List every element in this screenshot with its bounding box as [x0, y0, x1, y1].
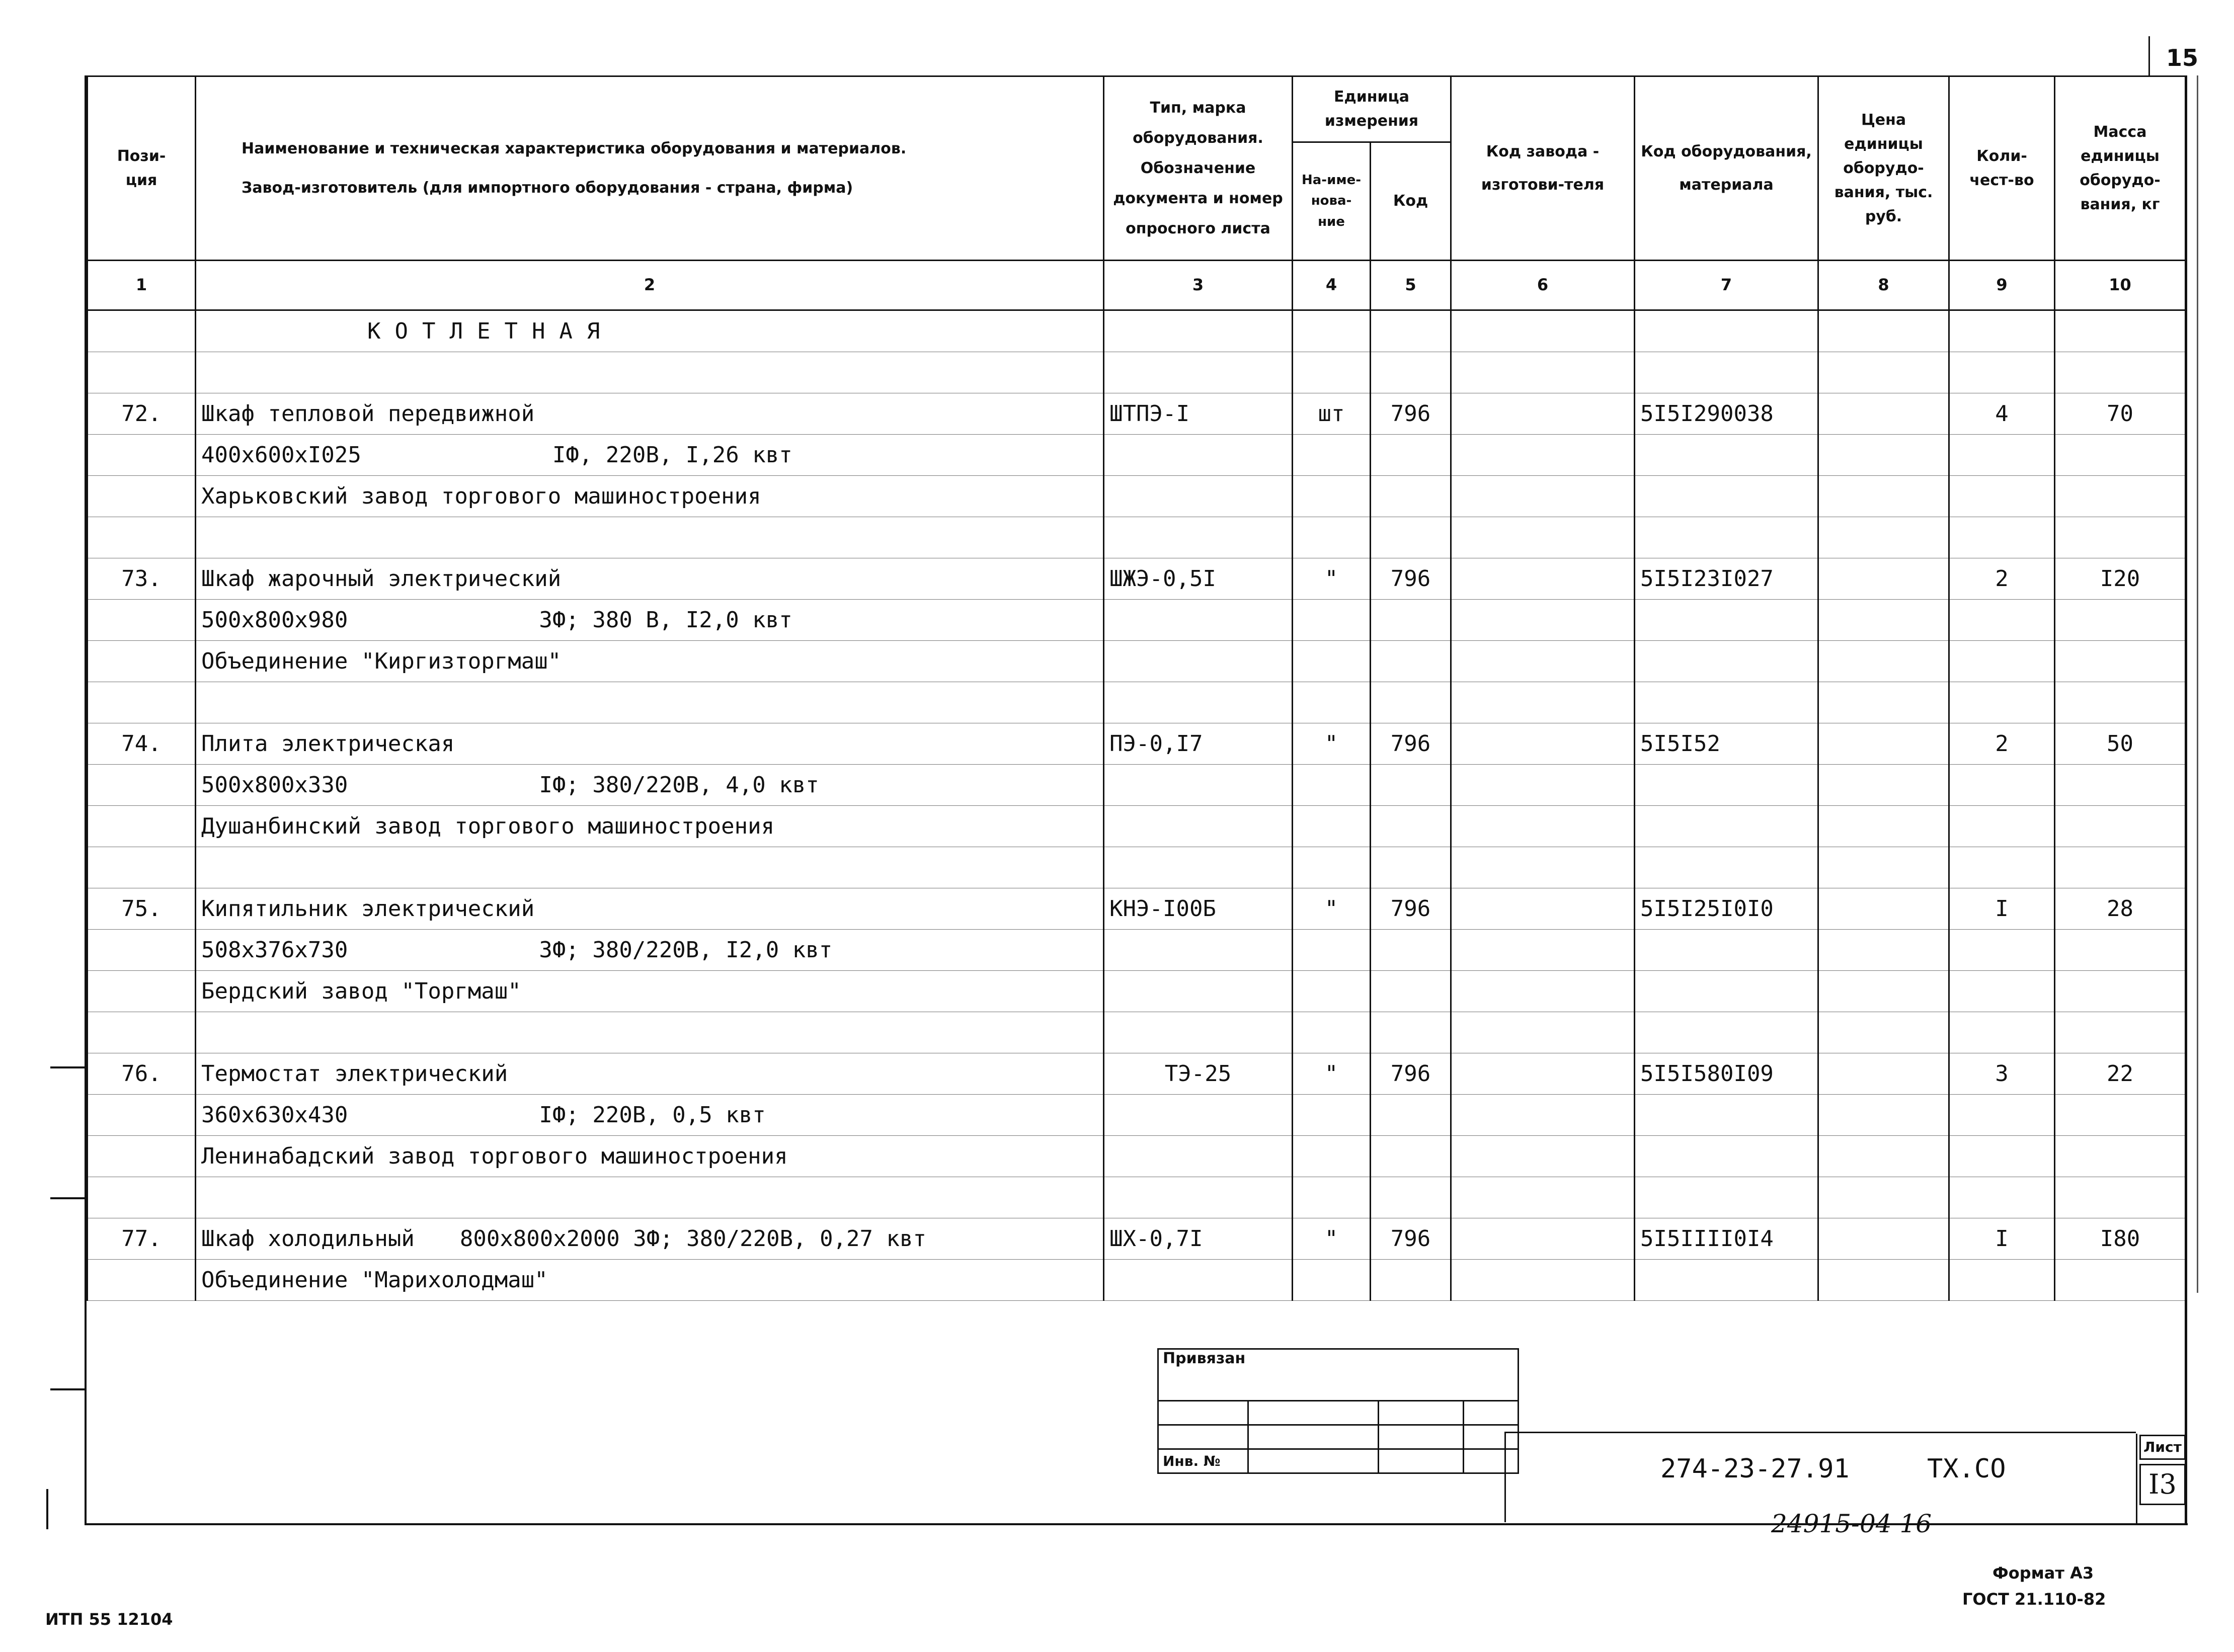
item-name: Шкаф холодильный — [201, 1226, 415, 1252]
table-row — [88, 641, 2186, 682]
item-unit-name: " — [1293, 1218, 1371, 1260]
item-unit-code: 796 — [1371, 558, 1451, 600]
item-position: 73. — [88, 558, 196, 600]
item-mass: I20 — [2055, 558, 2186, 600]
item-mass: 70 — [2055, 393, 2186, 435]
header-position: Пози- ция — [88, 76, 196, 261]
column-number: 7 — [1635, 261, 1818, 310]
item-name: Кипятильник электрический — [196, 888, 1104, 930]
stamp-attached-label: Привязан — [1158, 1349, 1519, 1401]
margin-vertical-mark — [46, 1489, 48, 1529]
item-quantity: 4 — [1949, 393, 2055, 435]
item-quantity: I — [1949, 1218, 2055, 1260]
spacer-row — [88, 352, 2186, 393]
page-number: 15 — [2166, 44, 2199, 71]
item-quantity: 2 — [1949, 558, 2055, 600]
item-quantity: 2 — [1949, 723, 2055, 765]
item-power: IФ, 220В, I,26 квт — [552, 442, 792, 468]
item-mass: 22 — [2055, 1053, 2186, 1095]
section-row — [88, 310, 2186, 352]
item-spec: 800х800х2000 3Ф; 380/220В, 0,27 квт — [459, 1226, 927, 1252]
column-number: 1 — [88, 261, 196, 310]
table-row — [88, 888, 2186, 930]
item-position: 76. — [88, 1053, 196, 1095]
document-suffix: ТХ.СО — [1927, 1454, 2006, 1484]
spacer-row — [88, 1012, 2186, 1053]
margin-tick — [50, 1066, 85, 1068]
item-manufacturer: Ленинабадский завод торгового машиностроения — [196, 1136, 1104, 1177]
column-number: 9 — [1949, 261, 2055, 310]
item-power: 3Ф; 380/220В, I2,0 квт — [539, 937, 833, 963]
page-number-divider — [2148, 36, 2150, 76]
header-unit-name: На-име-нова-ние — [1293, 142, 1371, 261]
table-row — [88, 1136, 2186, 1177]
header-unit-code: Код — [1371, 142, 1451, 261]
item-name: Плита электрическая — [196, 723, 1104, 765]
frame-left-border — [85, 75, 87, 1524]
spacer-row — [88, 682, 2186, 723]
item-dimensions: 508х376х730 — [201, 937, 348, 963]
header-quantity: Коли-чест-во — [1949, 76, 2055, 261]
header-unit-group: Единица измерения — [1293, 76, 1451, 142]
item-type: КНЭ-I00Б — [1104, 888, 1293, 930]
column-number: 8 — [1818, 261, 1949, 310]
item-unit-name: " — [1293, 558, 1371, 600]
spacer-row — [88, 1177, 2186, 1218]
item-type: ТЭ-25 — [1104, 1053, 1293, 1095]
table-row — [88, 1053, 2186, 1095]
header-name — [196, 76, 1104, 261]
table-row — [88, 476, 2186, 517]
column-number: 5 — [1371, 261, 1451, 310]
item-position: 74. — [88, 723, 196, 765]
item-type: ПЭ-0,I7 — [1104, 723, 1293, 765]
title-block-top — [1504, 1432, 2136, 1433]
item-unit-name: " — [1293, 723, 1371, 765]
header-plant-code: Код завода - изготови-теля — [1451, 76, 1635, 261]
table-row — [88, 558, 2186, 600]
handwritten-number: 24915-04 16 — [1771, 1509, 1932, 1538]
column-number: 6 — [1451, 261, 1635, 310]
itp-label: ИТП 55 12104 — [45, 1610, 173, 1629]
item-equipment-code: 5I5IIII0I4 — [1635, 1218, 1818, 1260]
item-name: Термостат электрический — [196, 1053, 1104, 1095]
item-manufacturer: Душанбинский завод торгового машиностроения — [196, 806, 1104, 847]
item-name: Шкаф жарочный электрический — [196, 558, 1104, 600]
item-quantity: I — [1949, 888, 2055, 930]
table-row — [88, 1260, 2186, 1301]
binding-stamp — [1157, 1348, 1519, 1474]
table-row — [88, 971, 2186, 1012]
column-number: 10 — [2055, 261, 2186, 310]
item-equipment-code: 5I5I52 — [1635, 723, 1818, 765]
item-power: IФ; 220В, 0,5 квт — [539, 1102, 766, 1128]
item-equipment-code: 5I5I23I027 — [1635, 558, 1818, 600]
gost-label: ГОСТ 21.110-82 — [1962, 1590, 2106, 1609]
specification-table — [87, 75, 2186, 1301]
table-row — [88, 930, 2186, 971]
item-unit-code: 796 — [1371, 888, 1451, 930]
section-title: КОТЛЕТНАЯ — [196, 310, 1104, 352]
header-name-line1: Наименование и техническая характеристика оборудования и материалов. — [242, 139, 907, 157]
item-manufacturer: Харьковский завод торгового машиностроения — [196, 476, 1104, 517]
item-unit-code: 796 — [1371, 723, 1451, 765]
item-unit-code: 796 — [1371, 1218, 1451, 1260]
title-block-left — [1504, 1432, 1506, 1522]
item-quantity: 3 — [1949, 1053, 2055, 1095]
margin-tick — [50, 1197, 85, 1199]
item-dimensions: 400х600хI025 — [201, 442, 361, 468]
header-name-line2: Завод-изготовитель (для импортного оборудования - страна, фирма) — [242, 179, 853, 197]
item-manufacturer: Объединение "Марихолодмаш" — [196, 1260, 1104, 1301]
table-row — [88, 1218, 2186, 1260]
item-manufacturer: Объединение "Киргизторгмаш" — [196, 641, 1104, 682]
item-type: ШЖЭ-0,5I — [1104, 558, 1293, 600]
item-mass: I80 — [2055, 1218, 2186, 1260]
stamp-inv-label: Инв. № — [1158, 1449, 1248, 1473]
table-row — [88, 723, 2186, 765]
item-unit-name: " — [1293, 888, 1371, 930]
header-price: Цена единицы оборудо-вания, тыс. руб. — [1818, 76, 1949, 261]
item-equipment-code: 5I5I580I09 — [1635, 1053, 1818, 1095]
item-type: ШХ-0,7I — [1104, 1218, 1293, 1260]
header-equipment-code: Код оборудования, материала — [1635, 76, 1818, 261]
item-unit-code: 796 — [1371, 393, 1451, 435]
item-position: 77. — [88, 1218, 196, 1260]
item-position: 75. — [88, 888, 196, 930]
table-row — [88, 435, 2186, 476]
item-dimensions: 360х630х430 — [201, 1102, 348, 1128]
item-equipment-code: 5I5I290038 — [1635, 393, 1818, 435]
table-row — [88, 765, 2186, 806]
table-row — [88, 600, 2186, 641]
header-type: Тип, марка оборудования. Обозначение документа и номер опросного листа — [1104, 76, 1293, 261]
table-row — [88, 806, 2186, 847]
item-dimensions: 500х800х330 — [201, 772, 348, 798]
sheet-label: Лист — [2139, 1435, 2186, 1460]
item-power: IФ; 380/220В, 4,0 квт — [539, 772, 819, 798]
scan-edge-line — [2197, 75, 2198, 1293]
column-number: 4 — [1293, 261, 1371, 310]
item-name: Шкаф тепловой передвижной — [196, 393, 1104, 435]
item-equipment-code: 5I5I25I0I0 — [1635, 888, 1818, 930]
margin-tick — [50, 1388, 85, 1390]
frame-right-border — [2185, 75, 2187, 1524]
item-position: 72. — [88, 393, 196, 435]
spacer-row — [88, 517, 2186, 558]
table-row — [88, 393, 2186, 435]
format-label: Формат А3 — [1992, 1563, 2094, 1583]
item-dimensions: 500х800х980 — [201, 607, 348, 633]
table-row — [88, 1095, 2186, 1136]
document-code: 274-23-27.91 — [1660, 1454, 1850, 1484]
item-unit-name: " — [1293, 1053, 1371, 1095]
item-manufacturer: Бердский завод "Торгмаш" — [196, 971, 1104, 1012]
item-power: 3Ф; 380 В, I2,0 квт — [539, 607, 792, 633]
column-number: 3 — [1104, 261, 1293, 310]
column-number: 2 — [196, 261, 1104, 310]
sheet-number: I3 — [2139, 1464, 2186, 1505]
item-type: ШТПЭ-I — [1104, 393, 1293, 435]
item-unit-code: 796 — [1371, 1053, 1451, 1095]
item-mass: 50 — [2055, 723, 2186, 765]
item-unit-name: шт — [1293, 393, 1371, 435]
spacer-row — [88, 847, 2186, 888]
header-mass: Масса единицы оборудо-вания, кг — [2055, 76, 2186, 261]
item-mass: 28 — [2055, 888, 2186, 930]
